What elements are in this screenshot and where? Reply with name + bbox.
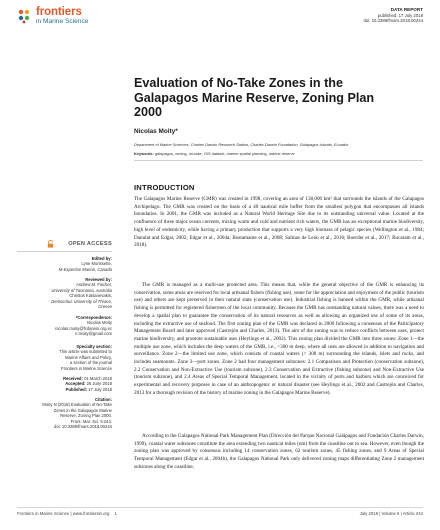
sidebar-divider [17, 251, 112, 252]
published-date-side [17, 387, 112, 392]
citation-line: Moity N (2018) Evaluation of No-Take [42, 402, 112, 408]
reviewed-by-label: Reviewed by: [85, 277, 112, 282]
page-number: 1 [114, 511, 117, 516]
correspondence-label: *Correspondence: [75, 315, 112, 320]
editor-name[interactable]: Lyne Morissette, [81, 261, 112, 267]
article-meta [364, 7, 424, 24]
citation-label: Citation: [95, 397, 112, 402]
reviewer-affiliation: University of Tasmania, Australia [51, 287, 112, 293]
accepted-value: 26 June 2018 [86, 381, 112, 387]
section-heading: INTRODUCTION [134, 183, 195, 192]
frontiers-logo-icon [17, 8, 33, 24]
correspondent-email[interactable]: nicolas.moity@fcdarwin.org.ec [55, 325, 112, 331]
specialty-line: a section of the journal [69, 360, 112, 366]
body-paragraph-2 [134, 282, 424, 398]
citation-line: Front. Mar. Sci. 5:244. [70, 418, 112, 424]
article-title: Evaluation of No-Take Zones in the Galapagos Marine Reserve, Zoning Plan 2000 [134, 76, 375, 119]
reviewer-name[interactable]: Andrew M. Fischer, [76, 282, 112, 288]
received-value: 01 March 2018 [84, 376, 112, 381]
editor-affiliation: M-Expertise Marine, Canada [58, 266, 112, 272]
specialty-line: Frontiers in Marine Science [61, 365, 112, 371]
footer-divider [17, 507, 423, 508]
footer-volume: July 2018 | Volume 5 | Article 244 [359, 511, 423, 516]
citation [17, 397, 112, 429]
citation-line: Reserve, Zoning Plan 2000. [60, 413, 112, 419]
citation-doi[interactable]: doi: 10.3389/fmars.2018.00244 [54, 424, 112, 430]
published-label: Published: [65, 386, 88, 392]
open-access-label: OPEN ACCESS [68, 241, 112, 247]
keywords-label: Keywords: [134, 151, 154, 156]
dates [17, 376, 112, 392]
correspondence [17, 315, 112, 337]
author-name[interactable]: Nicolas Moity* [134, 128, 178, 135]
logo-name: frontiers [36, 6, 82, 18]
received-label: Received: [63, 376, 83, 381]
paragraph-3-text: According to the Galapagos National Park Management Plan (Dirección del Parque Nacional Galápagos and Fundación Charles Darwin, 1999), coastal water subzones constitute the area extending two nautical miles (nm) from the coastline out to sea. However, even though the zoning plan was approved by consensus including 14 conservation zones, 62 tourism zones, 45 fishing zones, and 9 Areas of Special Temporal Management (Edgar et al., 2004b), the Galapagos National Park only delivered zoning maps differentiating Zone 2 management subzones along the coastline, [134, 433, 424, 470]
specialty-line: This article was submitted to [59, 349, 112, 355]
reviewer-name[interactable]: Christos Katsanevakis, [69, 293, 112, 299]
specialty-line: Marine Affairs and Policy, [65, 354, 112, 360]
doi-link[interactable]: doi: 10.3389/fmars.2018.00244 [363, 18, 423, 23]
citation-line: Zones in the Galapagos Marine [53, 407, 112, 413]
correspondent-email[interactable]: n.moity@gmail.com [75, 331, 112, 337]
correspondent-name: Nicolas Moity [87, 320, 112, 326]
specialty-section [17, 344, 112, 371]
open-access-lock-icon [47, 240, 54, 248]
journal-logo[interactable] [17, 6, 147, 28]
specialty-label: Specialty section: [76, 344, 112, 349]
footer-journal [17, 511, 117, 516]
title-divider [134, 160, 423, 161]
logo-subtitle: in Marine Science [36, 18, 89, 25]
keywords [134, 151, 424, 156]
article-type: DATA REPORT [390, 7, 423, 12]
reviewer-affiliation: Greece [98, 304, 112, 310]
reviewer-affiliation: Democritus University of Thrace, [51, 298, 112, 304]
body-paragraph-3 [134, 433, 424, 472]
body-paragraph-1: The Galapagos Marine Reserve (GMR) was created in 1998, covering an area of 138,000 km² that surrounds the islands of the Galapagos Archipelago. The GMR was created on the basis of a 40 nautical mile buffer from the smallest polygon that encompasses all islands boundaries. In 2001, the GMR was included as a Natural World Heritage Site due to its outstanding universal value. Located at the confluence of three major ocean currents, mixing warm and cold and nutrient rich waters, the GMR has an exceptional marine biodiversity, high level of endemicity, while having a primary production that supports a very high biomass of pelagic species (Wellington et al., 1984; Danulat and Edgar, 2002; Edgar et al., 2004a; Bustamante et al., 2008; Salinas de León et al., 2016; Boerder et al., 2017; Bucaram et al., 2018). [134, 196, 424, 249]
paragraph-2-text: The GMR is managed as a multi-use protected area. This means that, while the general objective of the GMR is enhancing its conservation, some areas are reserved for local artisanal fishers (fishing use), some for the appreciation and enjoyment of the public (tourism use) and others are kept preserved in their natural state (conservation use). Industrial fishing is banned within the GMR, while artisanal fishing is permitted for registered fishermen of the local community. Because the GMR has outstanding natural values, there was a need to develop a spatial plan to guarantee the conservation of its natural resources as well as allowing an organized use of some of its areas, including the extractive use of seafood. The first zoning plan of the GMR was declared in 2000 following a consensus of the Participatory Management Board and later approved (Castrejón and Charles, 2013). The aim of the zoning was to reduce conflicts between uses, protect marine biodiversity, and promote sustainable uses (Heylings et al., 2002). This zoning plan divided the GMR into three zones: Zone 1—the multiple use zone, which includes the deep waters of the GMR, i.e., >300 m deep, where all uses are allowed in addition to navigation and surveillance. Zone 2—the limited use zone, which consists of coastal waters (< 300 m) surrounding the islands, islets and rocks, and includes seamounts. Zone 3—port zones. Zone 2 had four management subzones: 2.1 Comparison and Protection (conservation subzone), 2.2 Conservation and Non-Extractive Use (tourism subzone), 2.3 Conservation and Extractive (fishing subzone) and Non-Extractive Use (tourism subzone), and 2.4 Areas of Special Temporal Management, located in the vicinity of ports and harbors which are conceived for experimental and recovery purposes in case of an anthropogenic or natural disaster (see Heylings et al., 2002 and Castrejón and Charles, 2013 for a thorough revision of the history of marine zoning in the Galapagos Marine Reserve). [134, 282, 424, 396]
published-value: 17 July 2018 [88, 386, 112, 392]
footer-journal-link[interactable]: Frontiers in Marine Science | www.frontiersin.org [17, 511, 110, 516]
edited-by-label: Edited by: [91, 256, 112, 261]
keywords-list: galapagos, zoning, no-take, GIS dataset, marine spatial planning, marine reserve [154, 151, 295, 156]
author-affiliation: Department of Marine Sciences, Charles Darwin Research Station, Charles Darwin Foundation, Galapagos Islands, Ecuador [134, 142, 349, 147]
reviewed-by [17, 277, 112, 309]
published-date: published: 17 July 2018 [377, 12, 423, 18]
edited-by [17, 256, 112, 272]
accepted-label: Accepted: [65, 381, 86, 387]
